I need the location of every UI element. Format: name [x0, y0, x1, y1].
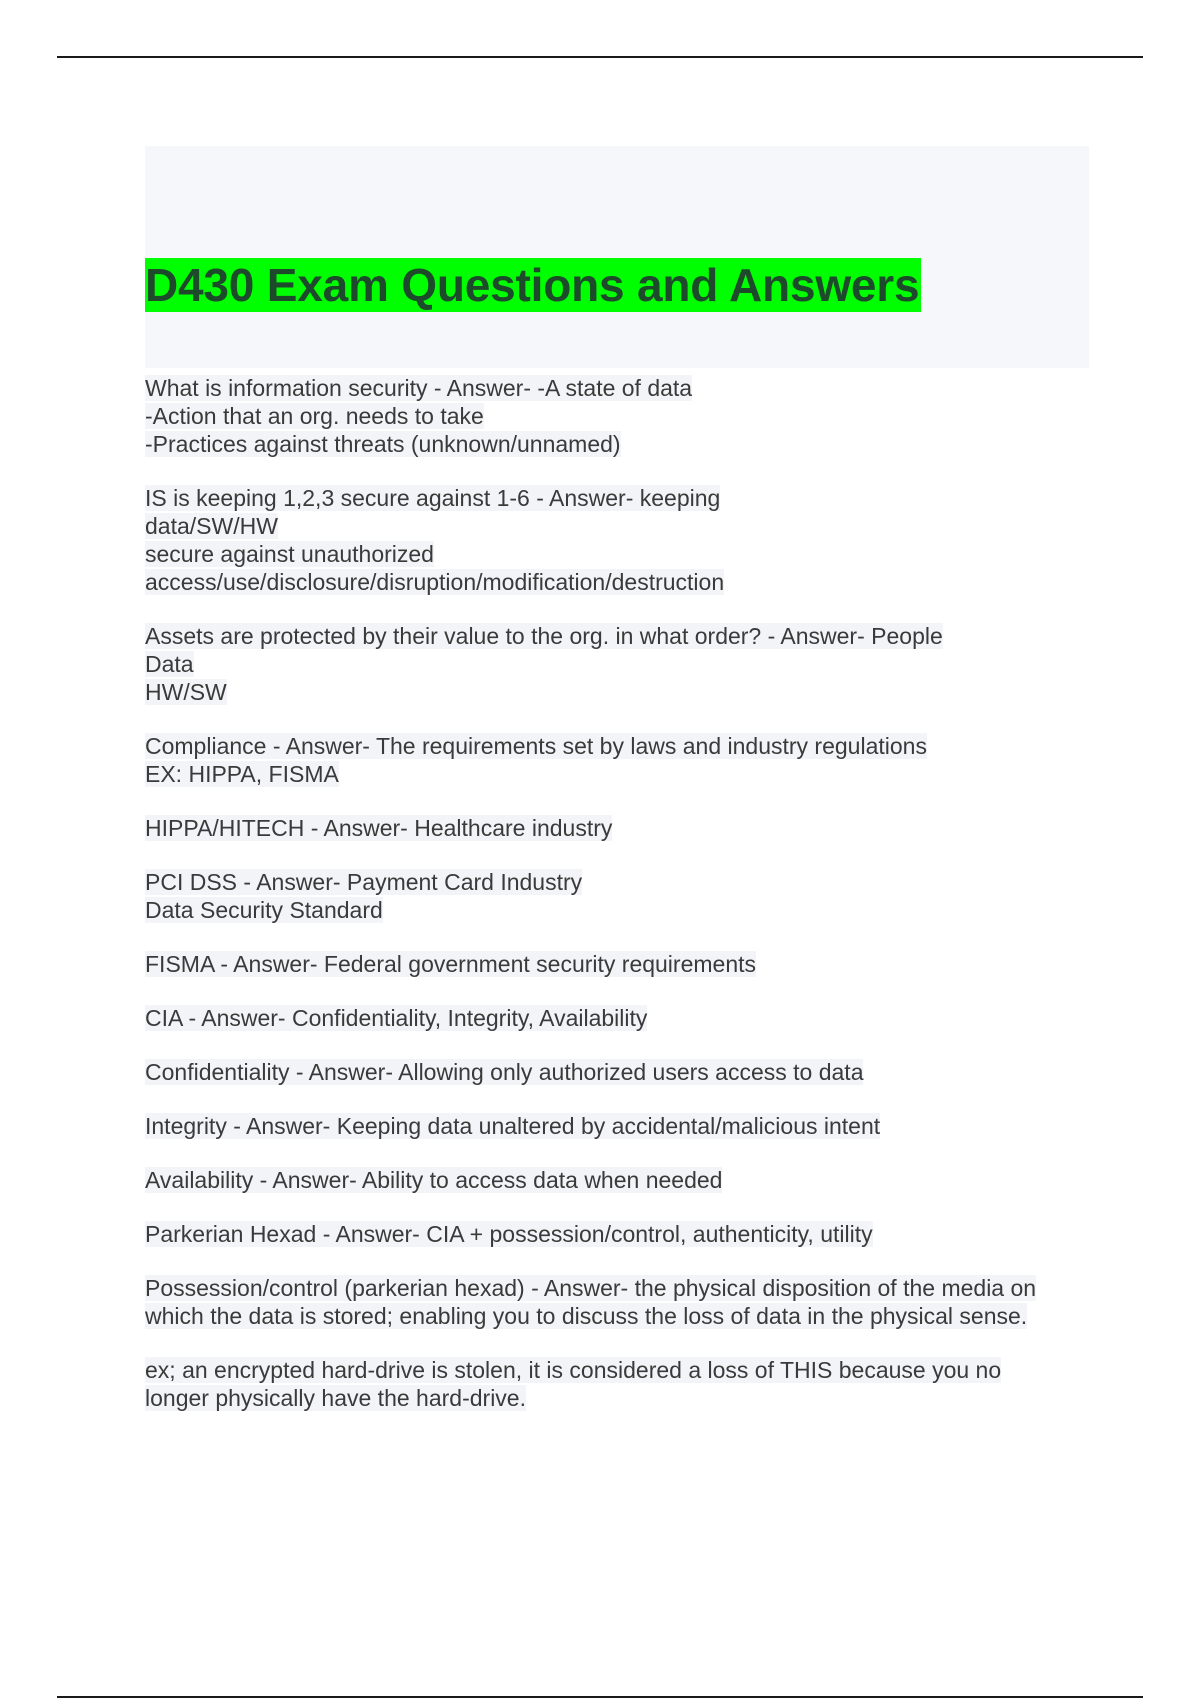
qa-line-text: -Practices against threats (unknown/unnamed)	[145, 431, 621, 457]
qa-line-text: IS is keeping 1,2,3 secure against 1-6 - Answer- keeping	[145, 485, 721, 511]
qa-line	[145, 1274, 1089, 1302]
qa-line-text: Parkerian Hexad - Answer- CIA + possession/control, authenticity, utility	[145, 1221, 873, 1247]
qa-line-text: HIPPA/HITECH - Answer- Healthcare industry	[145, 815, 613, 841]
document-body	[145, 146, 1089, 1438]
qa-entry	[145, 1058, 1089, 1086]
qa-line	[145, 1356, 1089, 1384]
qa-entry	[145, 1004, 1089, 1032]
qa-line	[145, 484, 1089, 512]
qa-entry	[145, 1166, 1089, 1194]
qa-entry	[145, 732, 1089, 788]
qa-line	[145, 568, 1089, 596]
qa-line-text: which the data is stored; enabling you to discuss the loss of data in the physical sense.	[145, 1303, 1028, 1329]
qa-entry	[145, 1220, 1089, 1248]
qa-line-text: Integrity - Answer- Keeping data unaltered by accidental/malicious intent	[145, 1113, 881, 1139]
qa-line-text: Compliance - Answer- The requirements set by laws and industry regulations	[145, 733, 927, 759]
qa-line	[145, 430, 1089, 458]
qa-line-text: Possession/control (parkerian hexad) - Answer- the physical disposition of the media on	[145, 1275, 1037, 1301]
title-band	[145, 146, 1089, 368]
qa-line	[145, 760, 1089, 788]
qa-line	[145, 1220, 1089, 1248]
qa-line-text: secure against unauthorized	[145, 541, 434, 567]
qa-line-text: What is information security - Answer- -A state of data	[145, 375, 693, 401]
qa-line	[145, 868, 1089, 896]
qa-line-text: Data Security Standard	[145, 897, 383, 923]
qa-line	[145, 374, 1089, 402]
qa-line-text: Availability - Answer- Ability to access data when needed	[145, 1167, 723, 1193]
qa-line	[145, 402, 1089, 430]
qa-line-text: Data	[145, 651, 194, 677]
qa-entry	[145, 622, 1089, 706]
qa-line	[145, 1166, 1089, 1194]
qa-entry	[145, 1112, 1089, 1140]
qa-line-text: PCI DSS - Answer- Payment Card Industry	[145, 869, 583, 895]
qa-line	[145, 512, 1089, 540]
qa-line-text: -Action that an org. needs to take	[145, 403, 484, 429]
qa-line	[145, 1112, 1089, 1140]
qa-line	[145, 896, 1089, 924]
qa-list	[145, 374, 1089, 1412]
qa-line	[145, 622, 1089, 650]
bottom-rule	[57, 1696, 1143, 1698]
qa-line-text: HW/SW	[145, 679, 227, 705]
qa-line-text: CIA - Answer- Confidentiality, Integrity, Availability	[145, 1005, 648, 1031]
qa-entry	[145, 374, 1089, 458]
document-title: D430 Exam Questions and Answers	[145, 259, 920, 311]
qa-entry	[145, 868, 1089, 924]
qa-line-text: EX: HIPPA, FISMA	[145, 761, 339, 787]
qa-line-text: Confidentiality - Answer- Allowing only authorized users access to data	[145, 1059, 864, 1085]
qa-line-text: access/use/disclosure/disruption/modification/destruction	[145, 569, 725, 595]
qa-line	[145, 1384, 1089, 1412]
qa-line-text: ex; an encrypted hard-drive is stolen, it is considered a loss of THIS because you no	[145, 1357, 1002, 1383]
qa-line-text: longer physically have the hard-drive.	[145, 1385, 526, 1411]
qa-line	[145, 1058, 1089, 1086]
qa-entry	[145, 1356, 1089, 1412]
qa-entry	[145, 950, 1089, 978]
qa-line	[145, 1302, 1089, 1330]
qa-line	[145, 650, 1089, 678]
top-rule	[57, 56, 1143, 58]
qa-line	[145, 540, 1089, 568]
qa-line	[145, 678, 1089, 706]
qa-line-text: FISMA - Answer- Federal government security requirements	[145, 951, 757, 977]
qa-entry	[145, 484, 1089, 596]
qa-line-text: Assets are protected by their value to the org. in what order? - Answer- People	[145, 623, 943, 649]
qa-line-text: data/SW/HW	[145, 513, 278, 539]
qa-line	[145, 1004, 1089, 1032]
qa-entry	[145, 1274, 1089, 1330]
qa-line	[145, 732, 1089, 760]
qa-line	[145, 814, 1089, 842]
qa-line	[145, 950, 1089, 978]
qa-entry	[145, 814, 1089, 842]
